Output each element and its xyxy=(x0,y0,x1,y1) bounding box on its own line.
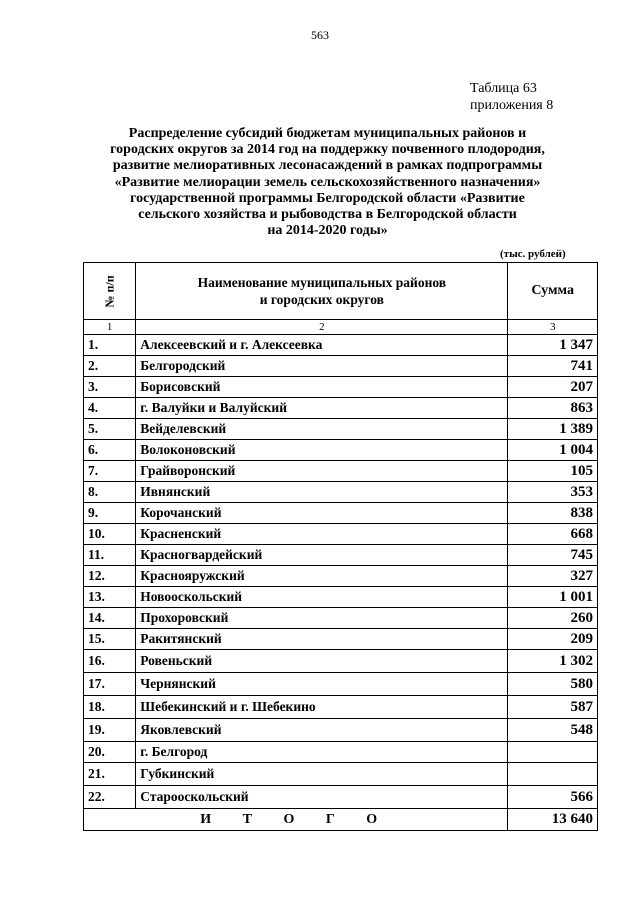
district-name: г. Валуйки и Валуйский xyxy=(136,398,508,419)
total-sum: 13 640 xyxy=(508,809,598,831)
table-row xyxy=(84,786,598,809)
table-row xyxy=(84,398,598,419)
table-row xyxy=(84,650,598,673)
title-line: «Развитие мелиорации земель сельскохозяйственного назначения» xyxy=(114,174,541,190)
table-row xyxy=(84,419,598,440)
district-name: Шебекинский и г. Шебекино xyxy=(136,696,508,719)
row-num: 3. xyxy=(84,377,136,398)
table-row xyxy=(84,719,598,742)
district-name: г. Белгород xyxy=(136,742,508,763)
table-row xyxy=(84,524,598,545)
table-row xyxy=(84,629,598,650)
row-num: 21. xyxy=(84,763,136,786)
district-name: Краснояружский xyxy=(136,566,508,587)
subsidy-sum: 741 xyxy=(508,356,598,377)
title-line: сельского хозяйства и рыбоводства в Белгородской области xyxy=(138,207,517,223)
row-num: 13. xyxy=(84,587,136,608)
row-num: 19. xyxy=(84,719,136,742)
table-row xyxy=(84,461,598,482)
table-header-row xyxy=(84,263,598,320)
row-num: 16. xyxy=(84,650,136,673)
subsidy-sum: 668 xyxy=(508,524,598,545)
page-number: 563 xyxy=(311,28,329,42)
subsidies-table xyxy=(83,262,598,831)
row-num: 8. xyxy=(84,482,136,503)
table-row xyxy=(84,440,598,461)
table-row xyxy=(84,696,598,719)
table-reference xyxy=(470,80,553,114)
row-num: 6. xyxy=(84,440,136,461)
row-num: 9. xyxy=(84,503,136,524)
table-row xyxy=(84,566,598,587)
district-name: Корочанский xyxy=(136,503,508,524)
subsidy-sum: 548 xyxy=(508,719,598,742)
header-num xyxy=(84,263,136,320)
district-name: Волоконовский xyxy=(136,440,508,461)
subsidy-sum: 1 004 xyxy=(508,440,598,461)
table-row xyxy=(84,608,598,629)
subsidy-sum xyxy=(508,742,598,763)
district-name: Яковлевский xyxy=(136,719,508,742)
row-num: 11. xyxy=(84,545,136,566)
table-row xyxy=(84,356,598,377)
subsidy-sum: 863 xyxy=(508,398,598,419)
header-sum: Сумма xyxy=(508,263,598,320)
table-row xyxy=(84,763,598,786)
title-line: городских округов за 2014 год на поддержку почвенного плодородия, xyxy=(110,142,545,158)
subsidy-sum: 566 xyxy=(508,786,598,809)
subsidy-sum: 207 xyxy=(508,377,598,398)
row-num: 7. xyxy=(84,461,136,482)
table-row xyxy=(84,673,598,696)
title-line: Распределение субсидий бюджетам муниципальных районов и xyxy=(128,126,527,141)
district-name: Красненский xyxy=(136,524,508,545)
subsidy-sum: 1 347 xyxy=(508,335,598,356)
row-num: 2. xyxy=(84,356,136,377)
units-label: (тыс. рублей) xyxy=(500,248,566,260)
subsidy-sum: 260 xyxy=(508,608,598,629)
document-title xyxy=(90,126,565,239)
total-row xyxy=(84,809,598,831)
row-num: 1. xyxy=(84,335,136,356)
subsidy-sum: 587 xyxy=(508,696,598,719)
subsidy-sum: 838 xyxy=(508,503,598,524)
table-ref-line2: приложения 8 xyxy=(470,98,554,113)
header-name-line2: и городских округов xyxy=(259,292,384,307)
district-name: Грайворонский xyxy=(136,461,508,482)
row-num: 18. xyxy=(84,696,136,719)
district-name: Ивнянский xyxy=(136,482,508,503)
table-row xyxy=(84,503,598,524)
total-label: И Т О Г О xyxy=(84,809,508,831)
table-row xyxy=(84,335,598,356)
district-name: Ракитянский xyxy=(136,629,508,650)
subsidy-sum: 1 389 xyxy=(508,419,598,440)
table-row xyxy=(84,545,598,566)
subsidy-sum: 353 xyxy=(508,482,598,503)
title-line: на 2014-2020 годы» xyxy=(267,223,388,239)
table-row xyxy=(84,377,598,398)
table-row xyxy=(84,482,598,503)
district-name: Ровеньский xyxy=(136,650,508,673)
col-number: 2 xyxy=(136,320,508,335)
district-name: Старооскольский xyxy=(136,786,508,809)
row-num: 22. xyxy=(84,786,136,809)
col-number: 1 xyxy=(84,320,136,335)
district-name: Алексеевский и г. Алексеевка xyxy=(136,335,508,356)
row-num: 4. xyxy=(84,398,136,419)
row-num: 20. xyxy=(84,742,136,763)
title-line: развитие мелиоративных лесонасаждений в рамках подпрограммы xyxy=(112,158,543,174)
row-num: 17. xyxy=(84,673,136,696)
row-num: 12. xyxy=(84,566,136,587)
table-row xyxy=(84,742,598,763)
subsidy-sum: 327 xyxy=(508,566,598,587)
subsidy-sum: 745 xyxy=(508,545,598,566)
subsidy-sum: 105 xyxy=(508,461,598,482)
row-num: 14. xyxy=(84,608,136,629)
col-number: 3 xyxy=(508,320,598,335)
subsidy-sum xyxy=(508,763,598,786)
table-body xyxy=(84,335,598,809)
district-name: Красногвардейский xyxy=(136,545,508,566)
district-name: Вейделевский xyxy=(136,419,508,440)
title-line: государственной программы Белгородской области «Развитие xyxy=(130,190,525,206)
subsidy-sum: 1 302 xyxy=(508,650,598,673)
row-num: 10. xyxy=(84,524,136,545)
header-name-line1: Наименование муниципальных районов xyxy=(197,275,447,290)
district-name: Борисовский xyxy=(136,377,508,398)
district-name: Белгородский xyxy=(136,356,508,377)
subsidy-sum: 209 xyxy=(508,629,598,650)
table-ref-line1: Таблица 63 xyxy=(470,81,537,96)
row-num: 15. xyxy=(84,629,136,650)
subsidy-sum: 1 001 xyxy=(508,587,598,608)
header-num-label: № п/п xyxy=(102,275,117,308)
subsidy-sum: 580 xyxy=(508,673,598,696)
header-name xyxy=(136,263,508,320)
column-number-row xyxy=(84,320,598,335)
district-name: Новооскольский xyxy=(136,587,508,608)
district-name: Прохоровский xyxy=(136,608,508,629)
table-row xyxy=(84,587,598,608)
district-name: Губкинский xyxy=(136,763,508,786)
row-num: 5. xyxy=(84,419,136,440)
district-name: Чернянский xyxy=(136,673,508,696)
